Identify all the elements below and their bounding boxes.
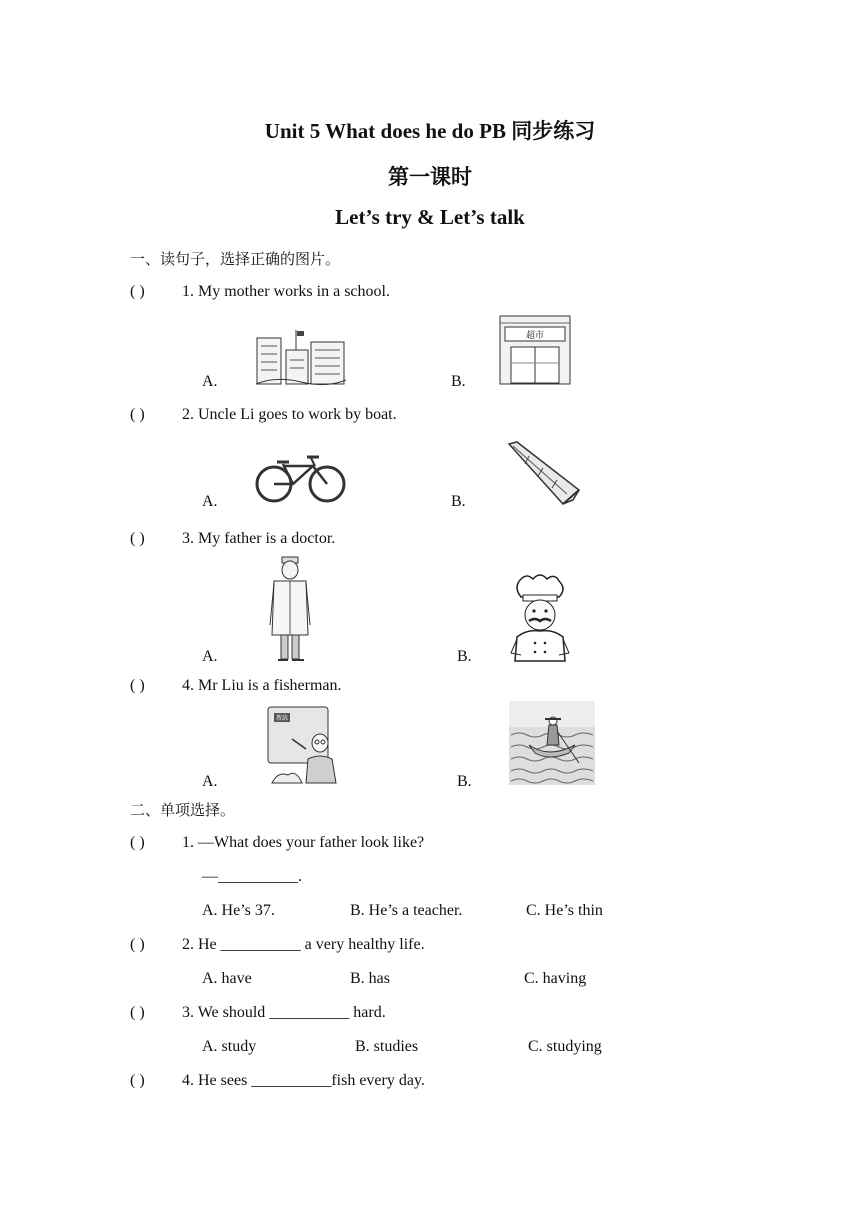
option-a[interactable]: A. have bbox=[202, 970, 252, 987]
option-b[interactable]: B. has bbox=[350, 970, 390, 987]
question-paren[interactable]: ( ) bbox=[130, 936, 145, 953]
doctor-picture[interactable] bbox=[268, 555, 312, 663]
option-c[interactable]: C. He’s thin bbox=[526, 902, 603, 919]
question-text: 2. He __________ a very healthy life. bbox=[182, 936, 425, 953]
bicycle-picture[interactable] bbox=[255, 452, 347, 504]
question-paren[interactable]: ( ) bbox=[130, 530, 145, 547]
page-subtitle: Let’s try & Let’s talk bbox=[335, 205, 525, 229]
question-paren[interactable]: ( ) bbox=[130, 1004, 145, 1021]
option-b-label: B. bbox=[451, 493, 466, 510]
lesson-title: 第一课时 bbox=[388, 165, 472, 189]
question-text: 4. He sees __________fish every day. bbox=[182, 1072, 425, 1089]
option-c[interactable]: C. studying bbox=[528, 1038, 602, 1055]
question-paren[interactable]: ( ) bbox=[130, 406, 145, 423]
answer-blank[interactable]: —__________. bbox=[202, 868, 302, 885]
option-b-label: B. bbox=[457, 648, 472, 665]
option-b[interactable]: B. studies bbox=[355, 1038, 419, 1055]
blackboard-sign: 教练 bbox=[275, 715, 289, 722]
question-text: 3. My father is a doctor. bbox=[182, 530, 336, 547]
option-a-label: A. bbox=[202, 773, 218, 790]
question-paren[interactable]: ( ) bbox=[130, 1072, 145, 1089]
option-b[interactable]: B. He’s a teacher. bbox=[350, 902, 463, 919]
page-title: Unit 5 What does he do PB 同步练习 bbox=[264, 119, 596, 143]
question-paren[interactable]: ( ) bbox=[130, 834, 145, 851]
boat-picture[interactable] bbox=[505, 440, 581, 506]
chef-picture[interactable] bbox=[509, 573, 571, 663]
question-text: 1. —What does your father look like? bbox=[182, 834, 425, 851]
school-building-picture[interactable] bbox=[256, 328, 346, 386]
option-a[interactable]: A. He’s 37. bbox=[202, 902, 275, 919]
fisherman-picture[interactable] bbox=[509, 701, 595, 785]
option-a-label: A. bbox=[202, 493, 218, 510]
option-c[interactable]: C. having bbox=[524, 970, 587, 987]
question-paren[interactable]: ( ) bbox=[130, 677, 145, 694]
question-text: 3. We should __________ hard. bbox=[182, 1004, 386, 1021]
question-text: 1. My mother works in a school. bbox=[182, 283, 390, 300]
part2-heading: 二、单项选择。 bbox=[130, 801, 236, 819]
teacher-picture[interactable] bbox=[266, 705, 340, 785]
question-text: 4. Mr Liu is a fisherman. bbox=[182, 677, 342, 694]
part1-heading: 一、读句子，选择正确的图片。 bbox=[130, 250, 341, 268]
supermarket-picture[interactable] bbox=[499, 315, 571, 385]
question-text: 2. Uncle Li goes to work by boat. bbox=[182, 406, 397, 423]
option-b-label: B. bbox=[451, 373, 466, 390]
option-a-label: A. bbox=[202, 648, 218, 665]
supermarket-sign: 超市 bbox=[525, 331, 545, 341]
option-a-label: A. bbox=[202, 373, 218, 390]
option-a[interactable]: A. study bbox=[202, 1038, 257, 1055]
question-paren[interactable]: ( ) bbox=[130, 283, 145, 300]
option-b-label: B. bbox=[457, 773, 472, 790]
